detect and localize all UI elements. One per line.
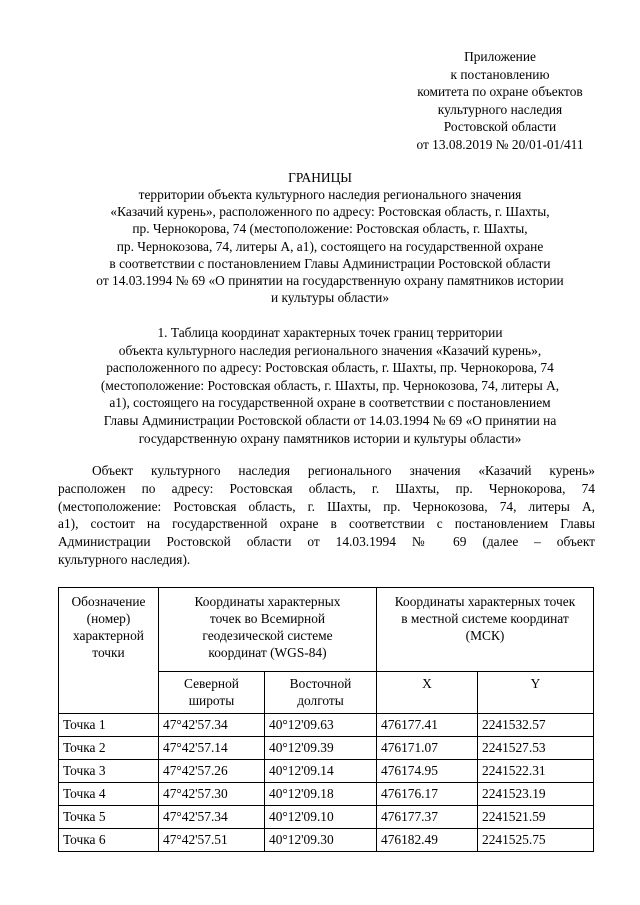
- header-east-longitude: [265, 672, 377, 714]
- header-y: Y: [478, 672, 594, 714]
- heading-line: объекта культурного наследия регионального значения «Казачий курень»,: [118, 342, 542, 358]
- header-x: X: [377, 672, 478, 714]
- header-text: (МСК): [465, 628, 505, 643]
- section-heading: [50, 324, 610, 447]
- subtitle-line: «Казачий курень», расположенного по адресу: Ростовская область, г. Шахты,: [110, 204, 550, 220]
- appendix-line: Приложение: [464, 49, 536, 64]
- table-row: [59, 829, 594, 852]
- x-cell: 476182.49: [377, 829, 478, 852]
- subtitle-line: от 14.03.1994 № 69 «О принятии на государственную охрану памятников истории: [96, 273, 564, 289]
- lat-cell: 47°42'57.34: [159, 714, 265, 737]
- lat-cell: 47°42'57.34: [159, 806, 265, 829]
- appendix-line: Ростовской области: [443, 119, 557, 134]
- appendix-line: от 13.08.2019 № 20/01-01/411: [416, 136, 584, 152]
- table-row: [59, 806, 594, 829]
- point-cell: Точка 6: [59, 829, 159, 852]
- table-row: [59, 737, 594, 760]
- point-cell: Точка 2: [59, 737, 159, 760]
- document-title: ГРАНИЦЫ: [288, 170, 352, 185]
- header-text: Координаты характерных точек: [394, 594, 576, 609]
- subtitle-line: пр. Чернокозова, 74, литеры А, а1), состоящего на государственной охране: [116, 238, 544, 254]
- paragraph-line: Администрации Ростовской области от 14.03.1994 № 69 (далее – объект: [58, 534, 595, 550]
- header-text: точек во Всемирной: [209, 611, 326, 626]
- lon-cell: 40°12'09.30: [265, 829, 377, 852]
- heading-line: (местоположение: Ростовская область, г. Шахты, пр. Чернокозова, 74, литеры А,: [100, 377, 560, 393]
- lon-cell: 40°12'09.10: [265, 806, 377, 829]
- document-subtitle: [50, 186, 610, 306]
- lat-cell: 47°42'57.30: [159, 783, 265, 806]
- header-text: долготы: [297, 693, 344, 708]
- point-cell: Точка 4: [59, 783, 159, 806]
- header-text: Восточной: [289, 676, 352, 691]
- y-cell: 2241525.75: [478, 829, 594, 852]
- paragraph-line: (местоположение: Ростовская область, г. Шахты, пр. Чернокозова, 74, литеры А,: [58, 498, 595, 514]
- x-cell: 476177.41: [377, 714, 478, 737]
- subtitle-line: пр. Чернокорова, 74 (местоположение: Ростовская область, г. Шахты,: [132, 221, 528, 237]
- header-wgs84: [159, 588, 377, 672]
- appendix-block: [380, 48, 620, 153]
- header-text: Обозначение: [71, 594, 146, 609]
- header-north-latitude: [159, 672, 265, 714]
- point-cell: Точка 3: [59, 760, 159, 783]
- paragraph-line: культурного наследия).: [58, 551, 191, 567]
- x-cell: 476171.07: [377, 737, 478, 760]
- appendix-line: комитета по охране объектов: [417, 84, 583, 99]
- heading-line: государственную охрану памятников истории и культуры области»: [138, 430, 522, 446]
- lon-cell: 40°12'09.63: [265, 714, 377, 737]
- coordinates-table: [58, 587, 594, 852]
- lat-cell: 47°42'57.26: [159, 760, 265, 783]
- appendix-line: к постановлению: [450, 66, 550, 82]
- lat-cell: 47°42'57.14: [159, 737, 265, 760]
- subtitle-line: и культуры области»: [270, 290, 390, 306]
- paragraph-line: а1), состоит на государственной охране в соответствии с постановлением Главы: [58, 516, 595, 532]
- header-text: Координаты характерных: [194, 594, 341, 609]
- header-text: (номер): [86, 611, 131, 626]
- subtitle-line: в соответствии с постановлением Главы Администрации Ростовской области: [109, 255, 551, 271]
- lon-cell: 40°12'09.39: [265, 737, 377, 760]
- header-designation: [59, 588, 159, 714]
- header-text: Северной: [184, 676, 239, 691]
- paragraph-line: Объект культурного наследия регионального значения «Казачий курень»: [92, 463, 595, 478]
- header-text: координат (WGS-84): [208, 645, 327, 660]
- lon-cell: 40°12'09.18: [265, 783, 377, 806]
- header-msk: [377, 588, 594, 672]
- y-cell: 2241527.53: [478, 737, 594, 760]
- table-row: [59, 783, 594, 806]
- table-row: [59, 714, 594, 737]
- lon-cell: 40°12'09.14: [265, 760, 377, 783]
- heading-line: 1. Таблица координат характерных точек границ территории: [157, 325, 503, 340]
- header-text: характерной: [73, 628, 144, 643]
- x-cell: 476177.37: [377, 806, 478, 829]
- heading-line: Главы Администрации Ростовской области от 14.03.1994 № 69 «О принятии на: [103, 412, 557, 428]
- paragraph-line: расположен по адресу: Ростовская область, г. Шахты, пр. Чернокорова, 74: [58, 480, 595, 496]
- appendix-line: культурного наследия: [437, 101, 563, 117]
- heading-line: а1), состоящего на государственной охране в соответствии с постановлением: [109, 395, 551, 411]
- point-cell: Точка 5: [59, 806, 159, 829]
- x-cell: 476174.95: [377, 760, 478, 783]
- subtitle-line: территории объекта культурного наследия регионального значения: [138, 187, 522, 202]
- header-text: точки: [92, 645, 125, 660]
- y-cell: 2241521.59: [478, 806, 594, 829]
- y-cell: 2241522.31: [478, 760, 594, 783]
- lat-cell: 47°42'57.51: [159, 829, 265, 852]
- y-cell: 2241532.57: [478, 714, 594, 737]
- point-cell: Точка 1: [59, 714, 159, 737]
- body-paragraph: [58, 462, 595, 569]
- header-text: геодезической системе: [202, 628, 333, 643]
- x-cell: 476176.17: [377, 783, 478, 806]
- header-text: широты: [188, 693, 235, 708]
- table-row: [59, 760, 594, 783]
- header-text: в местной системе координат: [401, 611, 569, 626]
- heading-line: расположенного по адресу: Ростовская область, г. Шахты, пр. Чернокорова, 74: [106, 360, 554, 376]
- y-cell: 2241523.19: [478, 783, 594, 806]
